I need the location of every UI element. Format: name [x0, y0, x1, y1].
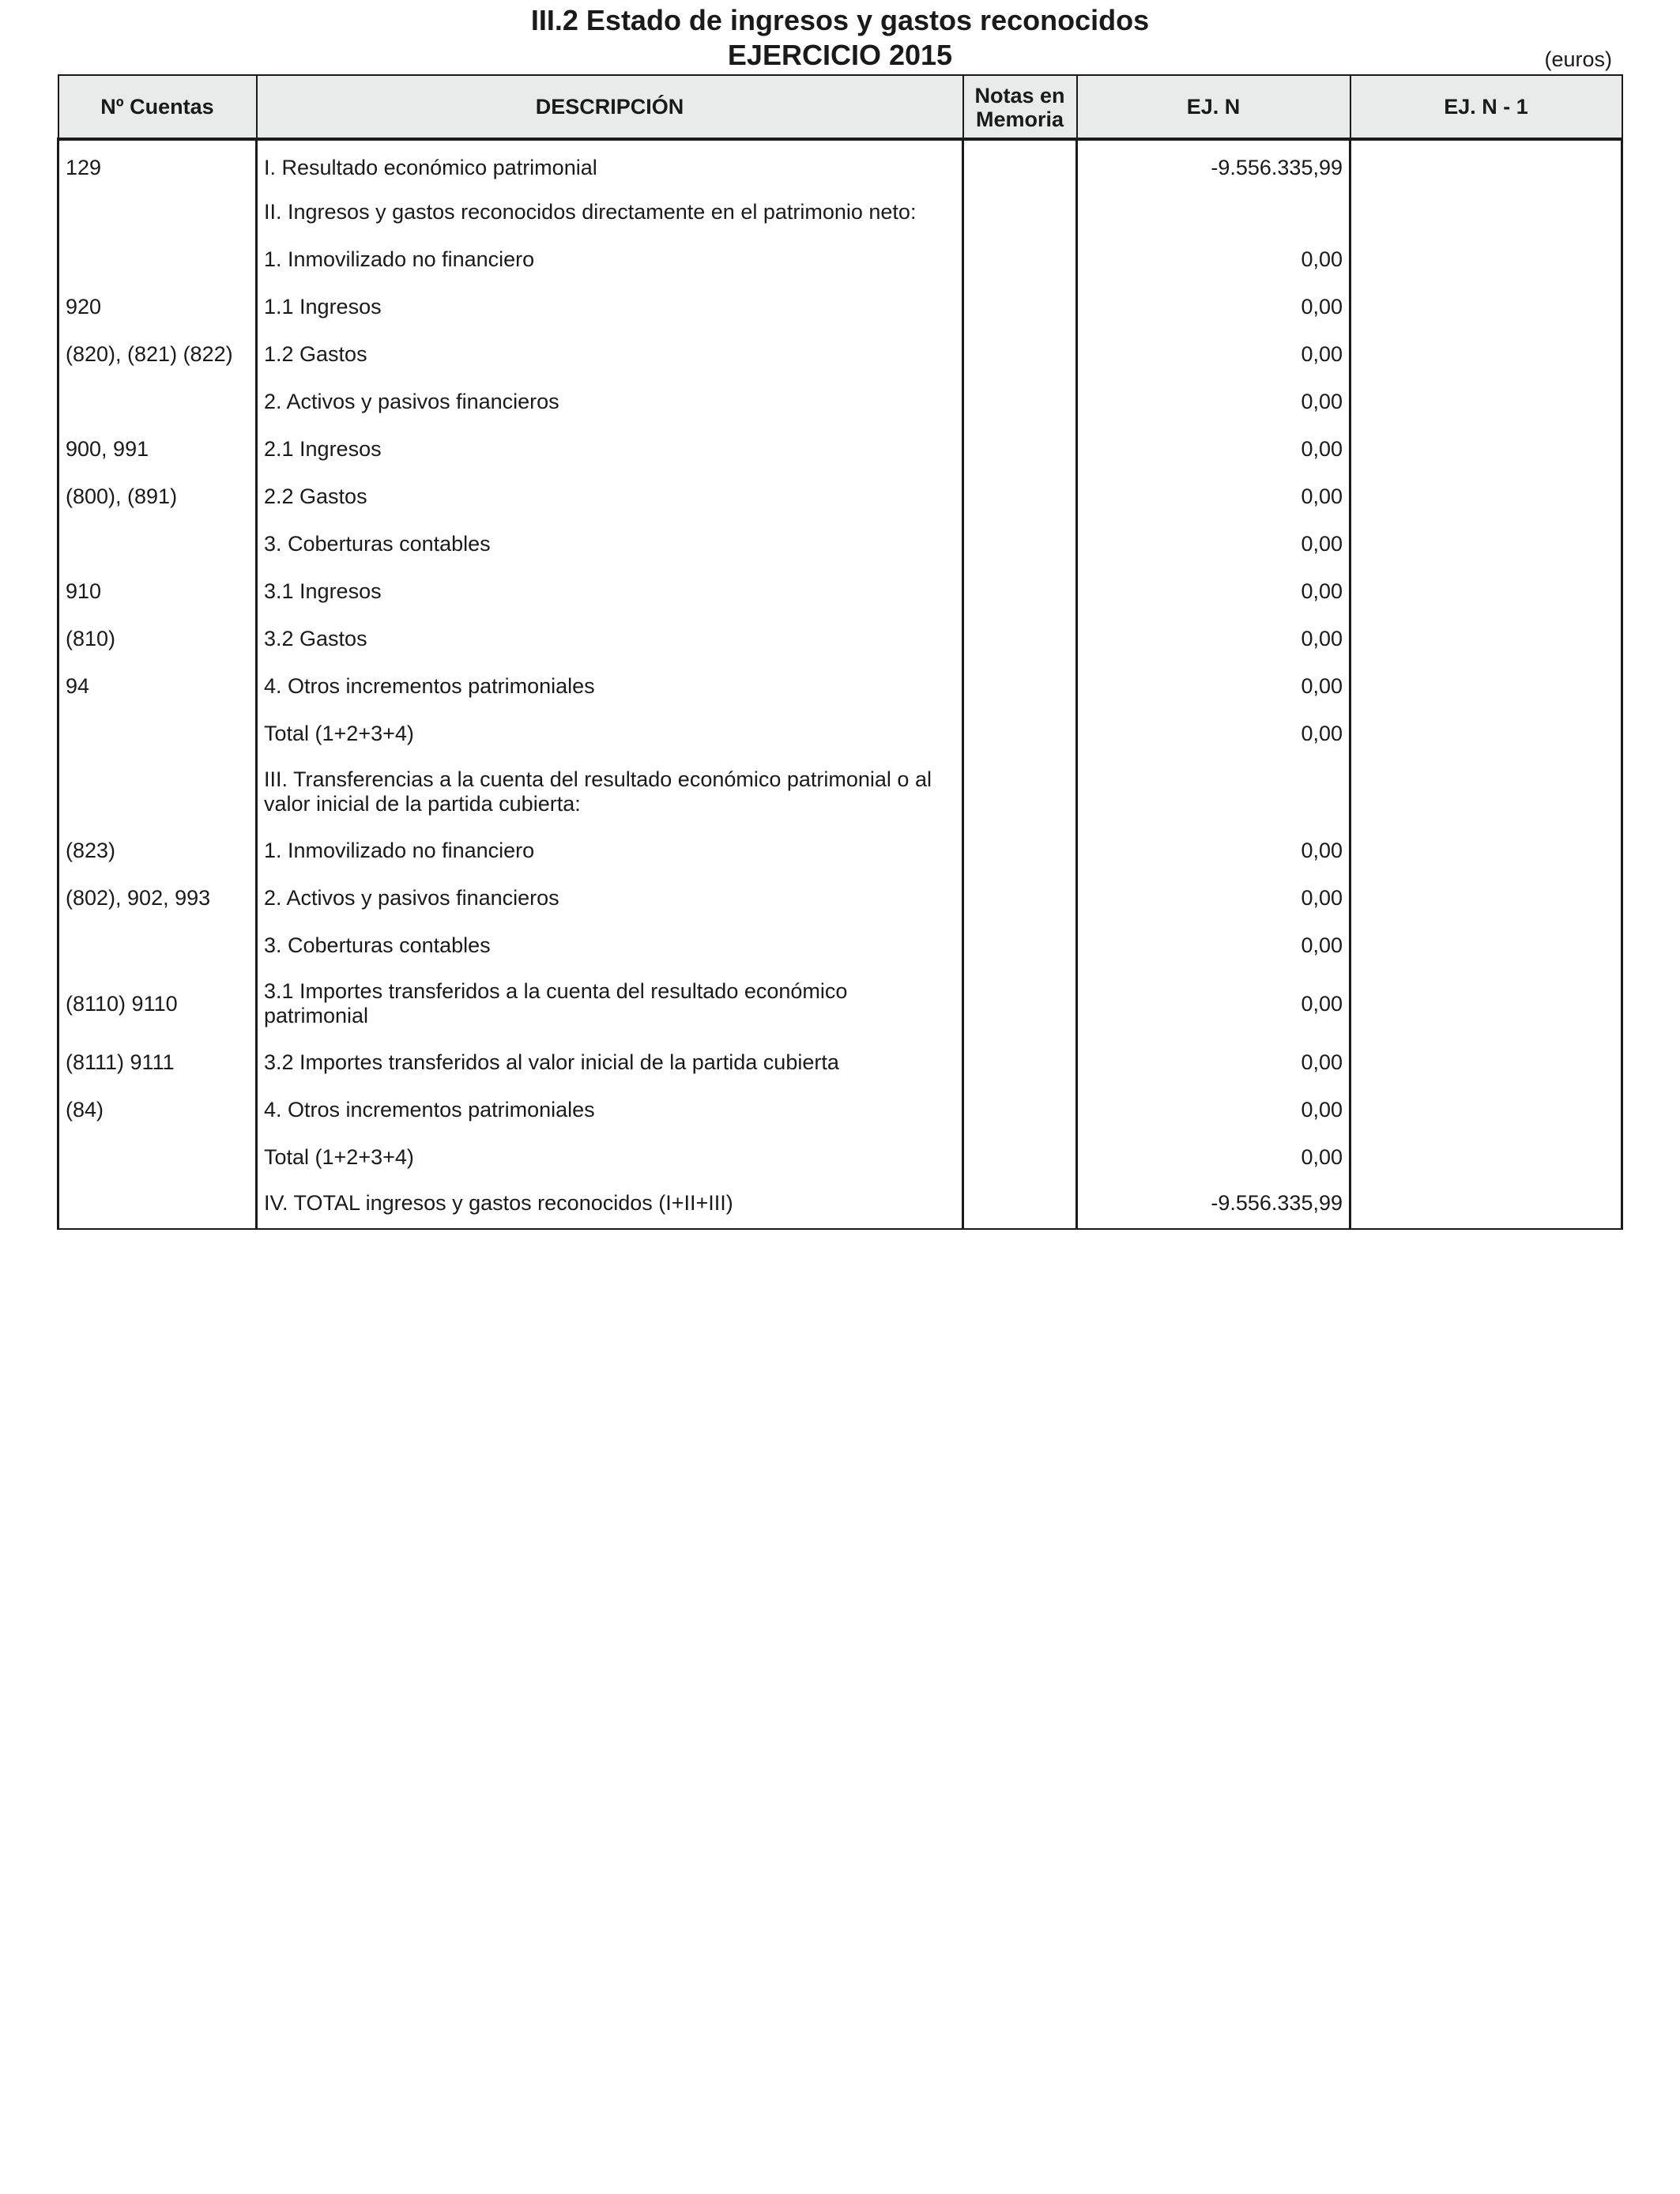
cell-year-n: 0,00 [1077, 615, 1350, 662]
cell-year-n1 [1350, 473, 1622, 520]
cell-year-n: 0,00 [1077, 520, 1350, 567]
cell-year-n1 [1350, 139, 1622, 188]
cell-year-n: -9.556.335,99 [1077, 1181, 1350, 1229]
cell-notes [963, 1181, 1077, 1229]
column-header-notes [963, 75, 1077, 139]
table-row [58, 827, 1622, 874]
cell-accounts [58, 378, 257, 425]
table-row [58, 236, 1622, 283]
cell-notes [963, 567, 1077, 615]
cell-accounts: 94 [58, 662, 257, 710]
cell-year-n: 0,00 [1077, 567, 1350, 615]
table-row [58, 378, 1622, 425]
table-row [58, 1181, 1622, 1229]
cell-year-n [1077, 757, 1350, 827]
cell-description: 1.2 Gastos [257, 330, 963, 378]
cell-accounts: (802), 902, 993 [58, 874, 257, 922]
cell-notes [963, 139, 1077, 188]
cell-description: 3.1 Importes transferidos a la cuenta del resultado económico patrimonial [257, 969, 963, 1039]
cell-year-n1 [1350, 710, 1622, 757]
cell-notes [963, 188, 1077, 236]
cell-accounts: (823) [58, 827, 257, 874]
cell-notes [963, 874, 1077, 922]
cell-notes [963, 378, 1077, 425]
cell-notes [963, 757, 1077, 827]
cell-accounts [58, 710, 257, 757]
cell-year-n: 0,00 [1077, 283, 1350, 330]
cell-accounts: (8110) 9110 [58, 969, 257, 1039]
cell-notes [963, 969, 1077, 1039]
cell-year-n: 0,00 [1077, 827, 1350, 874]
cell-notes [963, 236, 1077, 283]
cell-year-n1 [1350, 757, 1622, 827]
table-row [58, 662, 1622, 710]
cell-year-n: 0,00 [1077, 922, 1350, 969]
cell-accounts [58, 1133, 257, 1181]
cell-year-n: 0,00 [1077, 330, 1350, 378]
cell-notes [963, 615, 1077, 662]
cell-description: 4. Otros incrementos patrimoniales [257, 662, 963, 710]
cell-description: 2.2 Gastos [257, 473, 963, 520]
cell-description: 2. Activos y pasivos financieros [257, 378, 963, 425]
column-header-year-n: EJ. N [1077, 75, 1350, 139]
cell-description: 3.2 Gastos [257, 615, 963, 662]
table-row [58, 757, 1622, 827]
cell-notes [963, 330, 1077, 378]
cell-description: 2. Activos y pasivos financieros [257, 874, 963, 922]
table-row [58, 473, 1622, 520]
cell-description: III. Transferencias a la cuenta del resultado económico patrimonial o al valor inicial de la partida cubierta: [257, 757, 963, 827]
cell-notes [963, 710, 1077, 757]
cell-description: 3.1 Ingresos [257, 567, 963, 615]
cell-year-n: 0,00 [1077, 473, 1350, 520]
table-row [58, 1133, 1622, 1181]
cell-notes [963, 1086, 1077, 1133]
cell-notes [963, 473, 1077, 520]
cell-accounts: (84) [58, 1086, 257, 1133]
cell-year-n: -9.556.335,99 [1077, 139, 1350, 188]
table-row [58, 425, 1622, 473]
cell-year-n1 [1350, 283, 1622, 330]
column-header-year-n1: EJ. N - 1 [1350, 75, 1622, 139]
units-label: (euros) [1544, 47, 1612, 71]
table-row [58, 567, 1622, 615]
table-row [58, 1039, 1622, 1086]
cell-description: 3.2 Importes transferidos al valor inicial de la partida cubierta [257, 1039, 963, 1086]
cell-year-n: 0,00 [1077, 1039, 1350, 1086]
cell-description: Total (1+2+3+4) [257, 710, 963, 757]
column-header-notes-line2: Memoria [975, 107, 1064, 131]
cell-year-n1 [1350, 567, 1622, 615]
cell-year-n: 0,00 [1077, 710, 1350, 757]
cell-year-n1 [1350, 922, 1622, 969]
cell-description: 1.1 Ingresos [257, 283, 963, 330]
cell-notes [963, 1133, 1077, 1181]
cell-description: 1. Inmovilizado no financiero [257, 236, 963, 283]
cell-year-n1 [1350, 1133, 1622, 1181]
report-title: III.2 Estado de ingresos y gastos reconocidos [530, 4, 1150, 36]
table-row [58, 710, 1622, 757]
column-header-accounts: Nº Cuentas [58, 75, 257, 139]
cell-accounts [58, 236, 257, 283]
table-row [58, 615, 1622, 662]
cell-year-n: 0,00 [1077, 378, 1350, 425]
table-row [58, 283, 1622, 330]
cell-description: 4. Otros incrementos patrimoniales [257, 1086, 963, 1133]
table-row [58, 139, 1622, 188]
cell-year-n [1077, 188, 1350, 236]
cell-year-n1 [1350, 330, 1622, 378]
cell-year-n: 0,00 [1077, 874, 1350, 922]
cell-accounts: (820), (821) (822) [58, 330, 257, 378]
cell-year-n1 [1350, 662, 1622, 710]
table-row [58, 969, 1622, 1039]
cell-description: 3. Coberturas contables [257, 922, 963, 969]
column-header-description: DESCRIPCIÓN [257, 75, 963, 139]
cell-year-n1 [1350, 520, 1622, 567]
cell-year-n1 [1350, 188, 1622, 236]
cell-year-n1 [1350, 615, 1622, 662]
cell-accounts: 129 [58, 139, 257, 188]
cell-year-n: 0,00 [1077, 969, 1350, 1039]
cell-year-n1 [1350, 969, 1622, 1039]
cell-notes [963, 662, 1077, 710]
cell-description: 3. Coberturas contables [257, 520, 963, 567]
cell-accounts: 920 [58, 283, 257, 330]
cell-year-n: 0,00 [1077, 236, 1350, 283]
cell-accounts: (8111) 9111 [58, 1039, 257, 1086]
table-body [58, 139, 1622, 1229]
cell-year-n: 0,00 [1077, 425, 1350, 473]
report-subtitle: EJERCICIO 2015 [727, 39, 953, 71]
cell-description: IV. TOTAL ingresos y gastos reconocidos (I+II+III) [257, 1181, 963, 1229]
cell-notes [963, 1039, 1077, 1086]
cell-description: Total (1+2+3+4) [257, 1133, 963, 1181]
cell-year-n1 [1350, 1181, 1622, 1229]
cell-year-n1 [1350, 236, 1622, 283]
cell-year-n1 [1350, 378, 1622, 425]
table-row [58, 1086, 1622, 1133]
cell-notes [963, 425, 1077, 473]
cell-year-n: 0,00 [1077, 662, 1350, 710]
cell-accounts: 910 [58, 567, 257, 615]
cell-accounts: 900, 991 [58, 425, 257, 473]
cell-year-n1 [1350, 1039, 1622, 1086]
cell-year-n1 [1350, 827, 1622, 874]
cell-year-n1 [1350, 1086, 1622, 1133]
table-row [58, 188, 1622, 236]
cell-accounts [58, 757, 257, 827]
table-row [58, 922, 1622, 969]
table-row [58, 874, 1622, 922]
cell-notes [963, 283, 1077, 330]
cell-year-n1 [1350, 874, 1622, 922]
cell-accounts: (810) [58, 615, 257, 662]
table-row [58, 520, 1622, 567]
cell-accounts [58, 922, 257, 969]
cell-description: I. Resultado económico patrimonial [257, 139, 963, 188]
cell-accounts [58, 188, 257, 236]
cell-notes [963, 827, 1077, 874]
cell-year-n1 [1350, 425, 1622, 473]
cell-description: II. Ingresos y gastos reconocidos directamente en el patrimonio neto: [257, 188, 963, 236]
income-expense-table [57, 74, 1623, 1230]
cell-year-n: 0,00 [1077, 1086, 1350, 1133]
cell-notes [963, 520, 1077, 567]
table-header-row [58, 75, 1622, 139]
cell-description: 2.1 Ingresos [257, 425, 963, 473]
cell-accounts: (800), (891) [58, 473, 257, 520]
cell-description: 1. Inmovilizado no financiero [257, 827, 963, 874]
column-header-notes-line1: Notas en [974, 84, 1065, 107]
table-row [58, 330, 1622, 378]
cell-notes [963, 922, 1077, 969]
cell-accounts [58, 520, 257, 567]
cell-accounts [58, 1181, 257, 1229]
cell-year-n: 0,00 [1077, 1133, 1350, 1181]
